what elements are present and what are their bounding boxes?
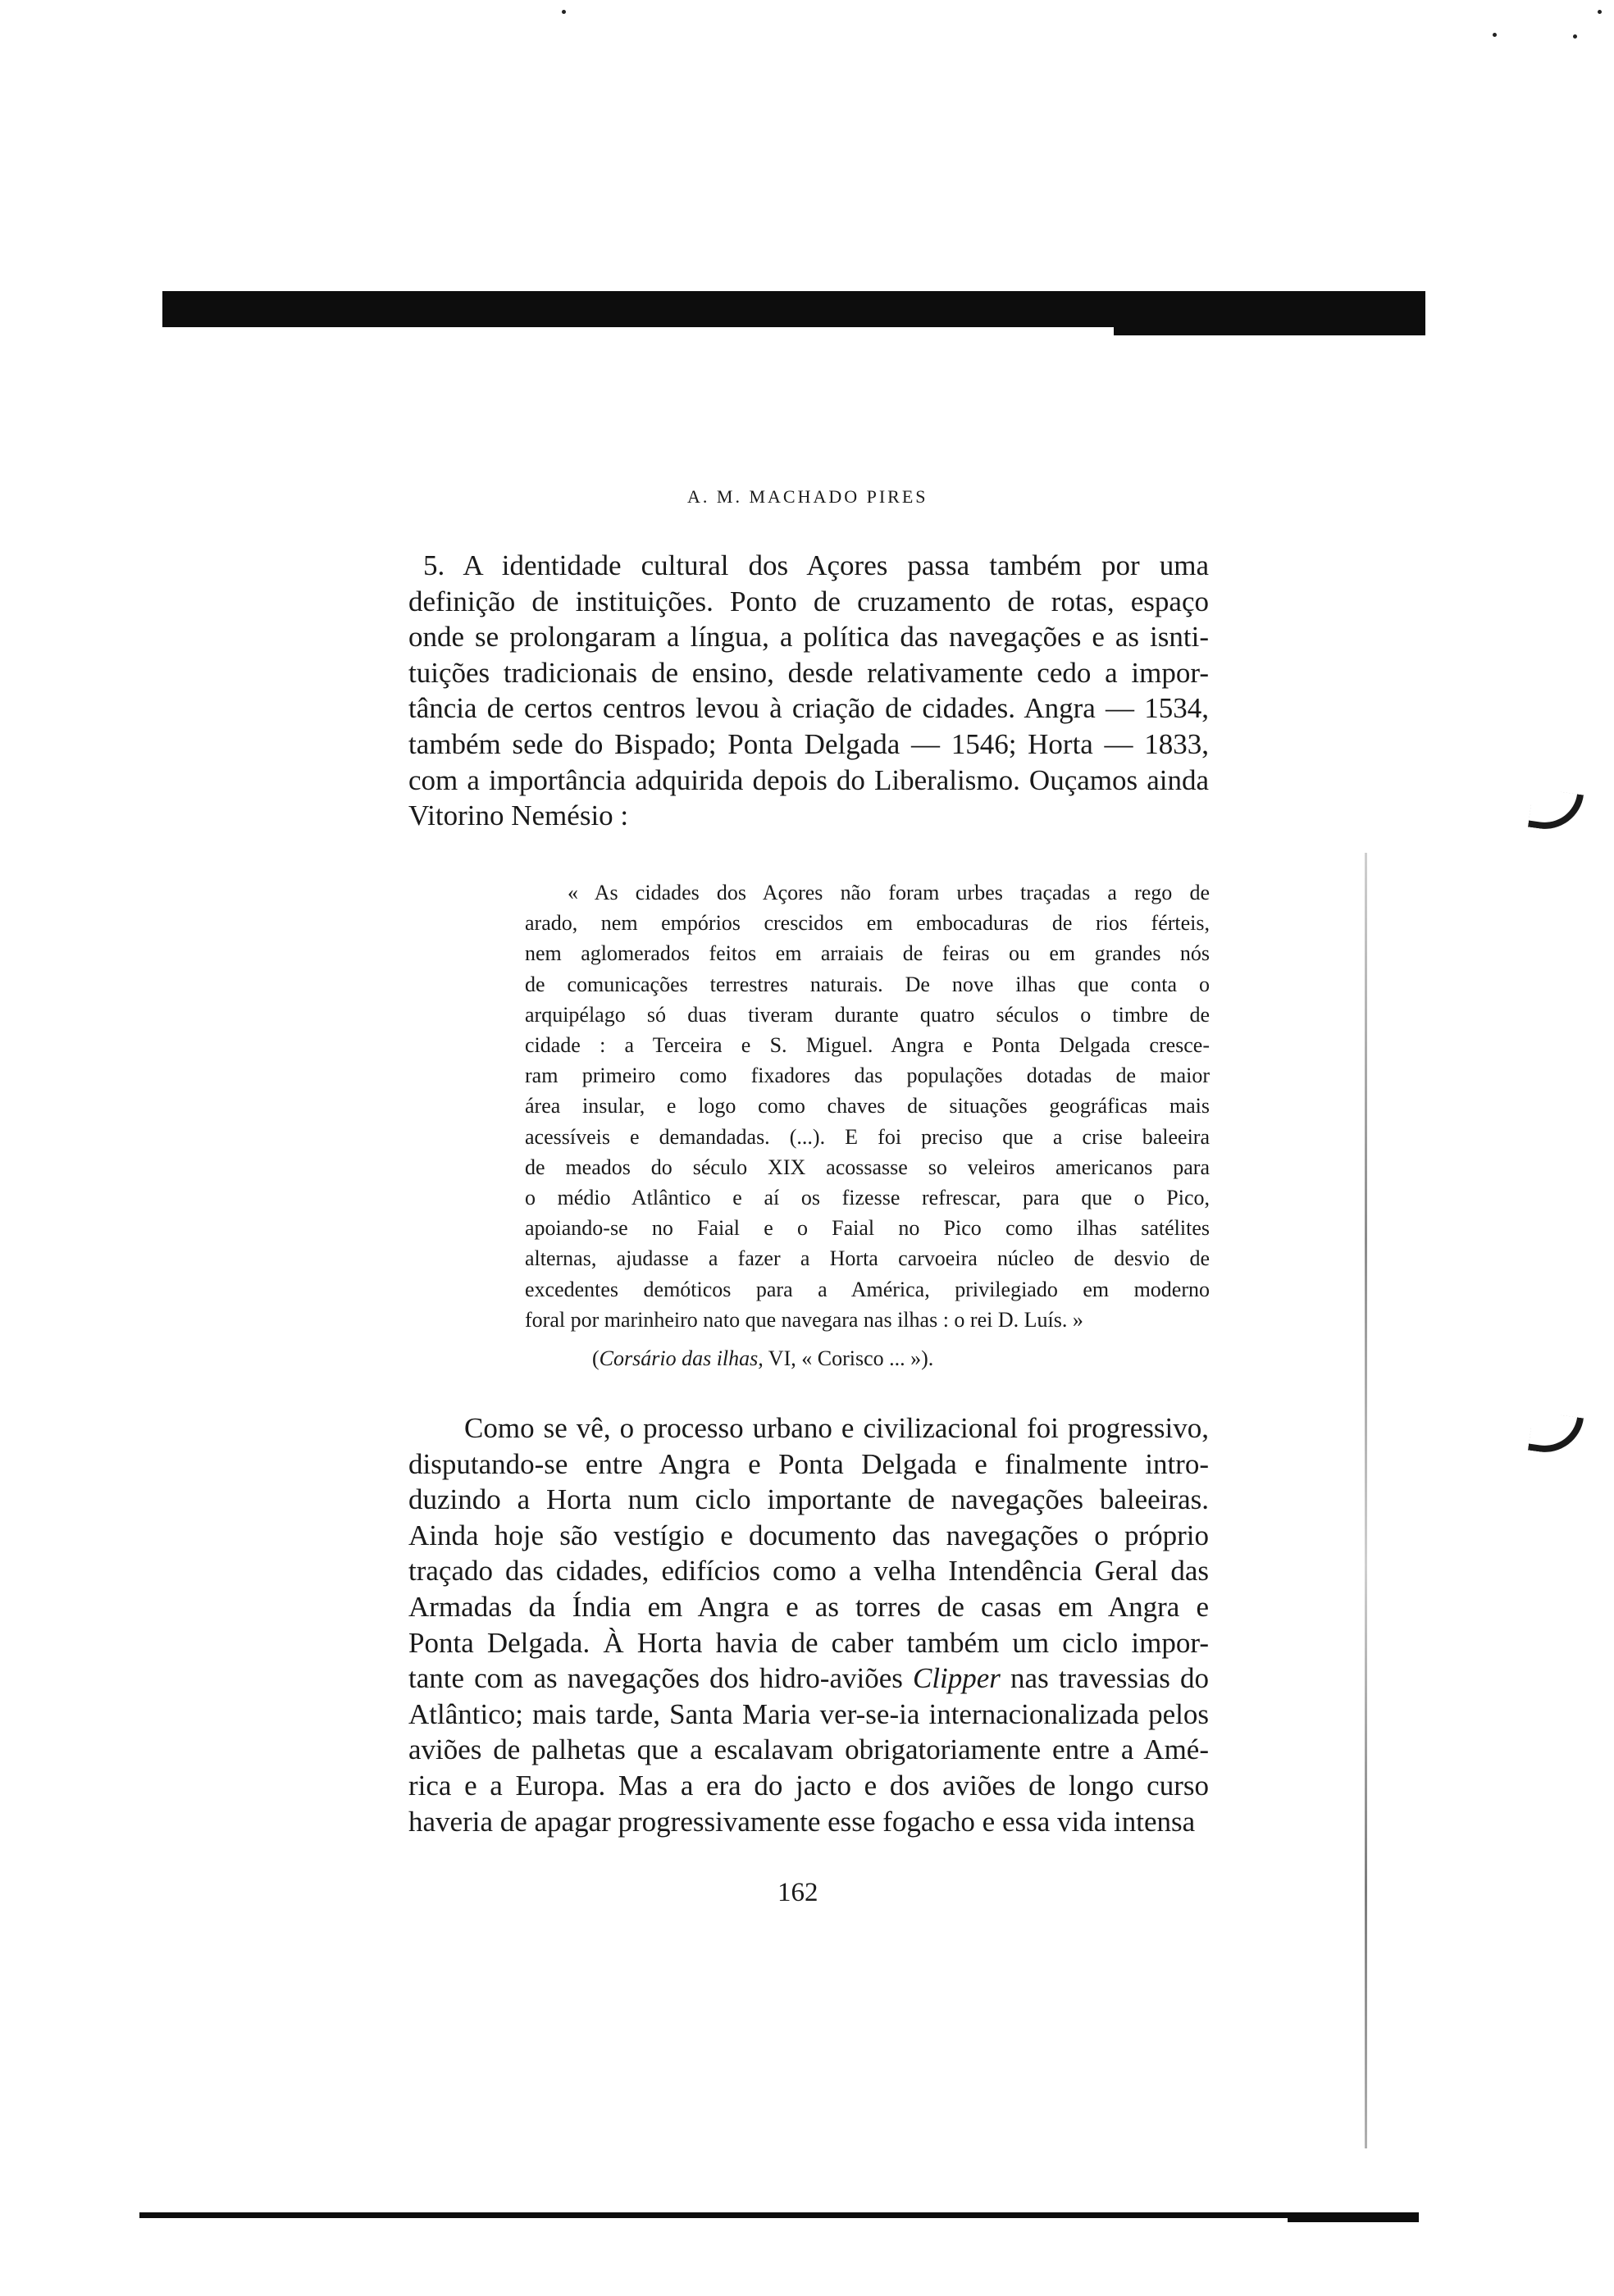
block-quote	[525, 877, 1210, 1335]
text-line: definição de instituições. Ponto de cruzamento de rotas, espaço	[408, 585, 1209, 617]
text-line: onde se prolongaram a língua, a política das navegações e as isnti-	[408, 621, 1209, 654]
text-line: Atlântico; mais tarde, Santa Maria ver-se-ia internacionalizada pelos	[408, 1697, 1209, 1730]
text-segment: nas travessias do	[1000, 1662, 1210, 1695]
text-line: 5. A identidade cultural dos Açores passa também por uma	[423, 549, 1209, 581]
paragraph-urban-process	[408, 1410, 1209, 1839]
margin-mark	[1528, 788, 1584, 834]
text-line-clipper	[408, 1660, 1209, 1697]
margin-mark	[1528, 1411, 1584, 1457]
quote-line: de comunicações terrestres naturais. De nove ilhas que conta o	[525, 972, 1210, 996]
paragraph-identity	[408, 548, 1209, 834]
text-line: também sede do Bispado; Ponta Delgada — 1546; Horta — 1833,	[408, 727, 1209, 760]
text-line: rica e a Europa. Mas a era do jacto e dos aviões de longo curso	[408, 1769, 1209, 1802]
scan-speck	[1493, 33, 1497, 37]
top-scan-border	[162, 291, 1425, 327]
text-line: duzindo a Horta num ciclo importante de navegações baleeiras.	[408, 1483, 1209, 1516]
text-line: Ponta Delgada. À Horta havia de caber também um ciclo impor-	[408, 1626, 1209, 1659]
scan-speck	[1598, 10, 1602, 14]
text-line: haveria de apagar progressivamente esse fogacho e essa vida intensa	[408, 1805, 1196, 1838]
quote-line: cidade : a Terceira e S. Miguel. Angra e Ponta Delgada cresce-	[525, 1033, 1210, 1058]
quote-line: alternas, ajudasse a fazer a Horta carvoeira núcleo de desvio de	[525, 1246, 1210, 1271]
scan-speck	[1573, 34, 1577, 39]
quote-line: arado, nem empórios crescidos em embocaduras de rios férteis,	[525, 911, 1210, 936]
citation-detail: VI, « Corisco ... »).	[763, 1346, 934, 1370]
page-number: 162	[777, 1878, 818, 1907]
text-line: Como se vê, o processo urbano e civilizacional foi progressivo,	[464, 1412, 1209, 1444]
text-line: com a importância adquirida depois do Liberalismo. Ouçamos ainda	[408, 763, 1209, 796]
text-line: traçado das cidades, edifícios como a velha Intendência Geral das	[408, 1555, 1209, 1588]
text-line: Vitorino Nemésio :	[408, 800, 629, 832]
text-line: Armadas da Índia em Angra e as torres de casas em Angra e	[408, 1590, 1209, 1623]
text-line: disputando-se entre Angra e Ponta Delgada e finalmente intro-	[408, 1447, 1209, 1480]
quote-line: área insular, e logo como chaves de situações geográficas mais	[525, 1094, 1210, 1118]
text-line: Ainda hoje são vestígio e documento das navegações o próprio	[408, 1519, 1209, 1551]
text-line: tuições tradicionais de ensino, desde relativamente cedo a impor-	[408, 656, 1209, 689]
quote-line: apoiando-se no Faial e o Faial no Pico como ilhas satélites	[525, 1216, 1210, 1241]
text-line: aviões de palhetas que a escalavam obrigatoriamente entre a Amé-	[408, 1733, 1209, 1766]
bottom-scan-border	[139, 2212, 1419, 2218]
quote-line: foral por marinheiro nato que navegara nas ilhas : o rei D. Luís. »	[525, 1307, 1083, 1332]
quote-line: « As cidades dos Açores não foram urbes traçadas a rego de	[568, 881, 1210, 904]
quote-line: acessíveis e demandadas. (...). E foi preciso que a crise baleeira	[525, 1124, 1210, 1149]
quote-citation: (Corsário das ilhas, VI, « Corisco ... »).	[592, 1346, 934, 1370]
running-head: A. M. MACHADO PIRES	[687, 486, 928, 507]
clipper-word: Clipper	[912, 1662, 1001, 1695]
quote-line: excedentes demóticos para a América, privilegiado em moderno	[525, 1277, 1210, 1301]
quote-line: nem aglomerados feitos em arraiais de feiras ou em grandes nós	[525, 941, 1210, 966]
quote-line: de meados do século XIX acossasse so veleiros americanos para	[525, 1155, 1210, 1179]
quote-line: arquipélago só duas tiveram durante quatro séculos o timbre de	[525, 1002, 1210, 1027]
scan-speck	[562, 10, 566, 14]
right-margin-rule	[1365, 853, 1367, 2148]
quote-line: ram primeiro como fixadores das populações dotadas de maior	[525, 1064, 1210, 1088]
quote-line: o médio Atlântico e aí os fizesse refrescar, para que o Pico,	[525, 1186, 1210, 1210]
text-line: tância de certos centros levou à criação de cidades. Angra — 1534,	[408, 692, 1209, 725]
text-segment: tante com as navegações dos hidro-aviões	[408, 1662, 913, 1695]
citation-title: Corsário das ilhas,	[599, 1346, 764, 1370]
